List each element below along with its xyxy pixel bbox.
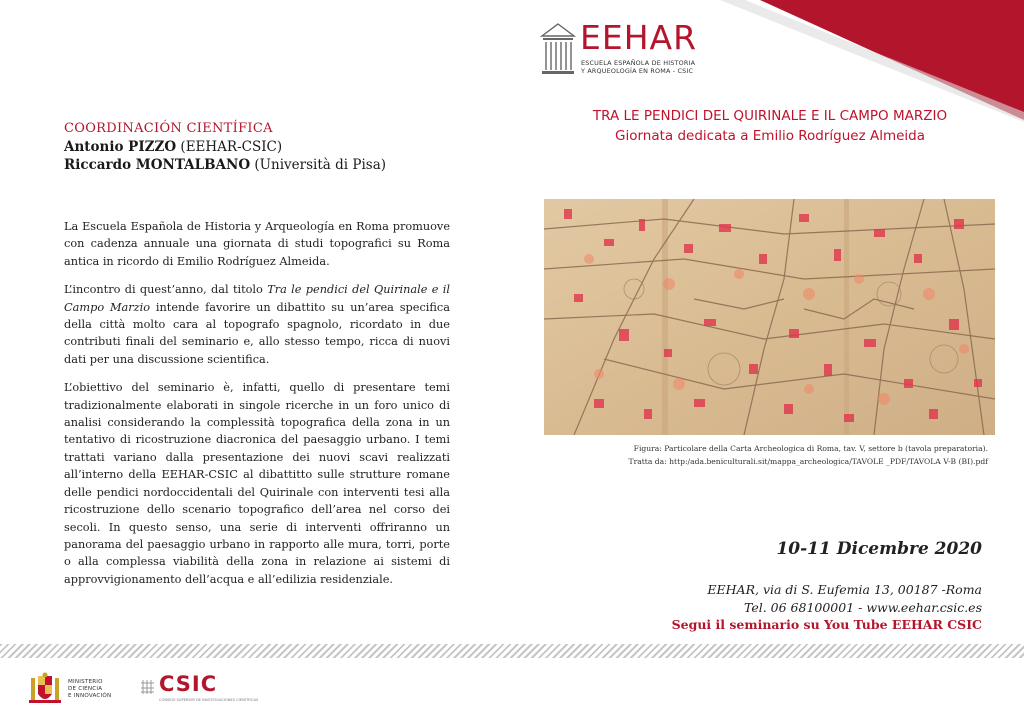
paragraph-text: intende favorire un dibattito su un’area specifica della città molto cara al topografo spagnolo, ricordato in due contributi finali del seminario e, allo stesso tempo, ricca di nuovi dati per una discussione scientifica. [64, 300, 450, 366]
event-subtitle: Giornata dedicata a Emilio Rodríguez Almeida [614, 128, 925, 144]
coordinator-2 [64, 157, 386, 173]
seminar-title-italic: Tra le pendici del Quirinale e il Campo Marzio [64, 283, 450, 314]
paragraph-text: L’incontro di quest’anno, dal titolo [64, 283, 268, 297]
coordinator-name: Antonio PIZZO [64, 139, 177, 155]
paragraph-topic [64, 281, 450, 368]
figure-caption: Figura: Particolare della Carta Archeologica di Roma, tav. V, settore b (tavola preparatoria). [633, 444, 988, 453]
event-title: TRA LE PENDICI DEL QUIRINALE E IL CAMPO MARZIO [592, 108, 948, 124]
brand-name: EEHAR [580, 18, 698, 57]
ministry-name [68, 679, 111, 700]
coat-of-arms-icon [28, 672, 62, 708]
csic-mark-icon [140, 678, 156, 696]
archaeological-map-image [544, 199, 995, 435]
csic-logo [140, 674, 260, 710]
description-text [64, 218, 450, 599]
event-dates: 10-11 Dicembre 2020 [776, 539, 982, 559]
figure-source: Tratta da: http:/ada.beniculturali.sit/mappa_archeologica/TAVOLE _PDF/TAVOLA V-B (BI).pdf [628, 457, 988, 466]
csic-name: CSIC [159, 672, 218, 696]
ministry-line: MINISTERIO [68, 679, 103, 685]
paragraph-objective: L’obiettivo del seminario è, infatti, quello di presentare temi tradizionalmente elaborati in singole ricerche in un foro unico di analisi considerando la complessità topografica della zona in un tentativo di ricostruzione diacronica del paesaggio urbano. I temi trattati variano dalla presentazione dei nuovi scavi realizzati all’interno della EEHAR-CSIC al dibattitto sulle strutture romane delle pendici nordoccidentali del Quirinale con interventi tesi alla ricostruzione dello scenario topografico dell’area nel corso dei secoli. In questo senso, una serie di interventi offriranno un panorama del paesaggio urbano in rapporto alle mura, torri, porte o alla complessa viabilità della zona in relazione ai sistemi di approvvigionamento dell’acqua e all’edilizia residenziale. [64, 381, 450, 586]
csic-subtitle: CONSEJO SUPERIOR DE INVESTIGACIONES CIENTÍFICAS [159, 698, 259, 702]
event-address: EEHAR, via di S. Eufemia 13, 00187 -Roma [707, 582, 982, 597]
youtube-link[interactable]: Segui il seminario su You Tube EEHAR CSIC [671, 617, 982, 632]
ministry-logo [28, 672, 138, 708]
hatched-divider [0, 644, 1024, 658]
coordinator-1 [64, 139, 282, 155]
ministry-line: DE CIENCIA [68, 686, 103, 692]
building-icon [540, 22, 576, 76]
coordination-heading: COORDINACIÓN CIENTÍFICA [64, 121, 273, 136]
brand-subtitle-line1: ESCUELA ESPAÑOLA DE HISTORIA [581, 59, 696, 67]
brand-subtitle-line2: Y ARQUEOLOGÍA EN ROMA - CSIC [581, 67, 694, 75]
contact-info: Tel. 06 68100001 - www.eehar.csic.es [743, 600, 982, 615]
coordinator-affiliation: (EEHAR-CSIC) [180, 139, 283, 155]
eehar-logo [540, 18, 740, 78]
coordinator-name: Riccardo MONTALBANO [64, 157, 251, 173]
paragraph-intro: La Escuela Española de Historia y Arqueología en Roma promuove con cadenza annuale una giornata di studi topografici su Roma antica in ricordo di Emilio Rodríguez Almeida. [64, 220, 450, 268]
coordinator-affiliation: (Università di Pisa) [254, 157, 387, 173]
ministry-line: E INNOVACIÓN [68, 693, 112, 699]
